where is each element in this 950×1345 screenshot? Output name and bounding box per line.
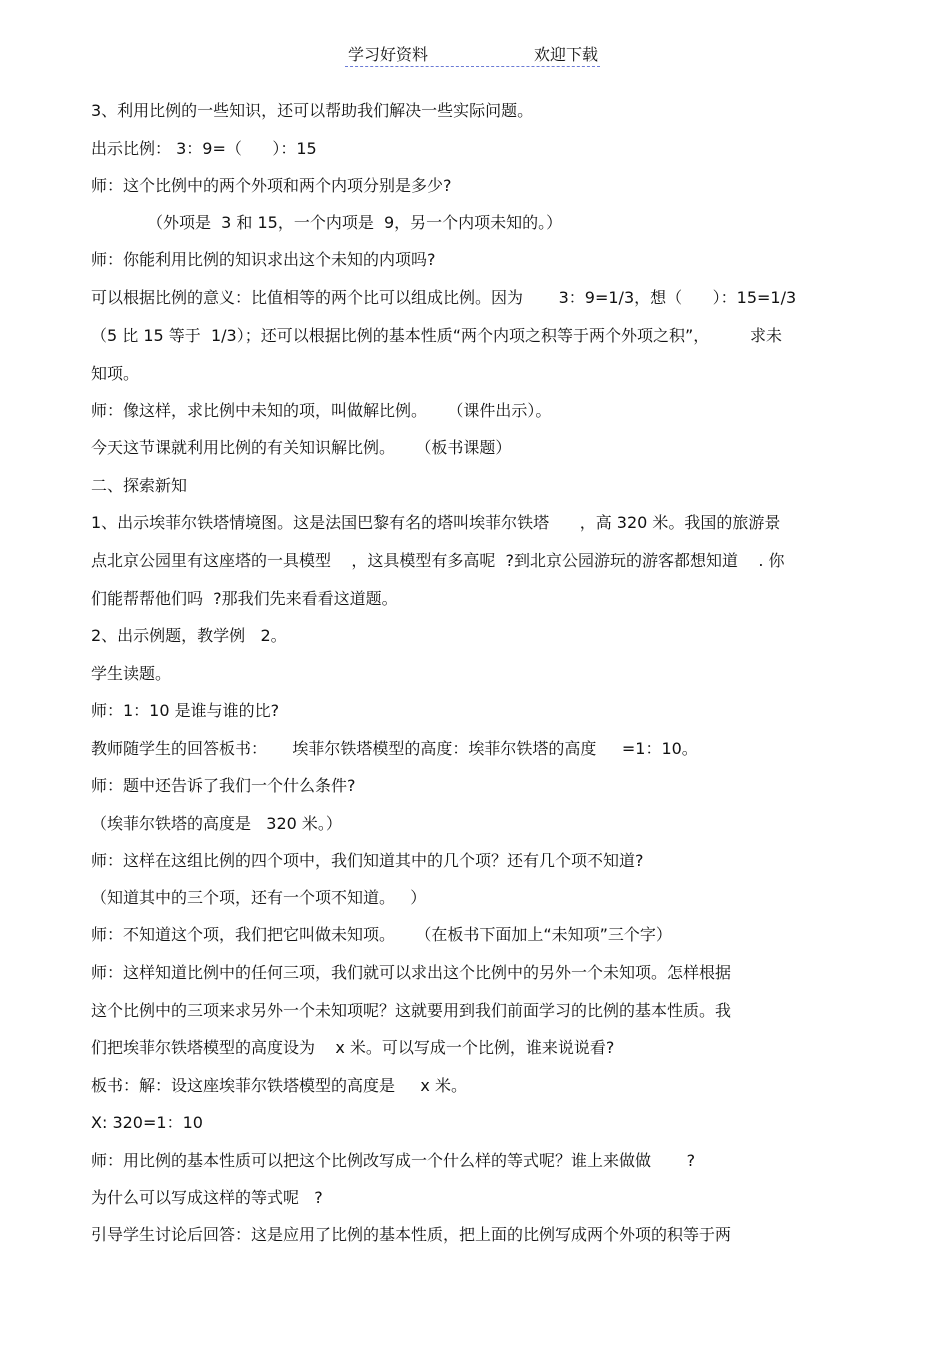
text-line: 师：这个比例中的两个外项和两个内项分别是多少? <box>91 176 452 195</box>
text-line: 点北京公园里有这座塔的一具模型 ，这具模型有多高呢 ?到北京公园游玩的游客都想知道 . 你 <box>91 551 785 570</box>
text-line: 师：像这样，求比例中未知的项，叫做解比例。 （课件出示）。 <box>91 401 552 420</box>
header-left-text: 学习好资料 <box>348 45 429 64</box>
text-line: 今天这节课就利用比例的有关知识解比例。 （板书课题） <box>91 438 512 457</box>
text-line: 学生读题。 <box>91 664 172 683</box>
text-line: 3、利用比例的一些知识，还可以帮助我们解决一些实际问题。 <box>91 101 534 120</box>
text-line: 师：题中还告诉了我们一个什么条件? <box>91 776 356 795</box>
text-line: （外项是 3 和 15，一个内项是 9，另一个内项未知的。） <box>91 213 563 232</box>
text-line: 可以根据比例的意义：比值相等的两个比可以组成比例。因为 3：9=1/3，想（ ）：15=1/3 <box>91 288 797 307</box>
text-line: 知项。 <box>91 364 140 383</box>
text-line: 们能帮帮他们吗 ?那我们先来看看这道题。 <box>91 589 398 608</box>
text-line: 出示比例： 3：9=（ ）：15 <box>91 139 317 158</box>
text-line: 师：1：10 是谁与谁的比? <box>91 701 280 720</box>
section-heading: 二、探索新知 <box>91 476 188 495</box>
text-line: 师：用比例的基本性质可以把这个比例改写成一个什么样的等式呢？谁上来做做 ? <box>91 1151 696 1170</box>
text-line: 师：这样在这组比例的四个项中，我们知道其中的几个项？还有几个项不知道? <box>91 851 644 870</box>
text-line: 师：你能利用比例的知识求出这个未知的内项吗? <box>91 250 436 269</box>
text-line: X: 320=1：10 <box>91 1113 203 1132</box>
text-line: 板书：解：设这座埃菲尔铁塔模型的高度是 x 米。 <box>91 1076 467 1095</box>
text-line: 2、出示例题，教学例 2。 <box>91 626 287 645</box>
text-line: 这个比例中的三项来求另外一个未知项呢？这就要用到我们前面学习的比例的基本性质。我 <box>91 1001 732 1020</box>
text-line: （埃菲尔铁塔的高度是 320 米。） <box>91 814 342 833</box>
text-line: 师：不知道这个项，我们把它叫做未知项。 （在板书下面加上“未知项”三个字） <box>91 925 672 944</box>
text-line: （知道其中的三个项，还有一个项不知道。 ） <box>91 888 427 907</box>
text-line: 为什么可以写成这样的等式呢 ? <box>91 1188 323 1207</box>
text-line: 1、出示埃菲尔铁塔情境图。这是法国巴黎有名的塔叫埃菲尔铁塔 ，高 320 米。我国的旅游景 <box>91 513 781 532</box>
text-line: 师：这样知道比例中的任何三项，我们就可以求出这个比例中的另外一个未知项。怎样根据 <box>91 963 732 982</box>
text-line: 引导学生讨论后回答：这是应用了比例的基本性质，把上面的比例写成两个外项的积等于两 <box>91 1225 732 1244</box>
text-line: （5 比 15 等于 1/3）；还可以根据比例的基本性质“两个内项之积等于两个外项之积”， 求未 <box>91 326 782 345</box>
header-right-text: 欢迎下载 <box>533 45 598 64</box>
page-header <box>345 40 600 67</box>
text-line: 们把埃菲尔铁塔模型的高度设为 x 米。可以写成一个比例，谁来说说看? <box>91 1038 615 1057</box>
text-line: 教师随学生的回答板书： 埃菲尔铁塔模型的高度：埃菲尔铁塔的高度 =1：10。 <box>91 739 698 758</box>
